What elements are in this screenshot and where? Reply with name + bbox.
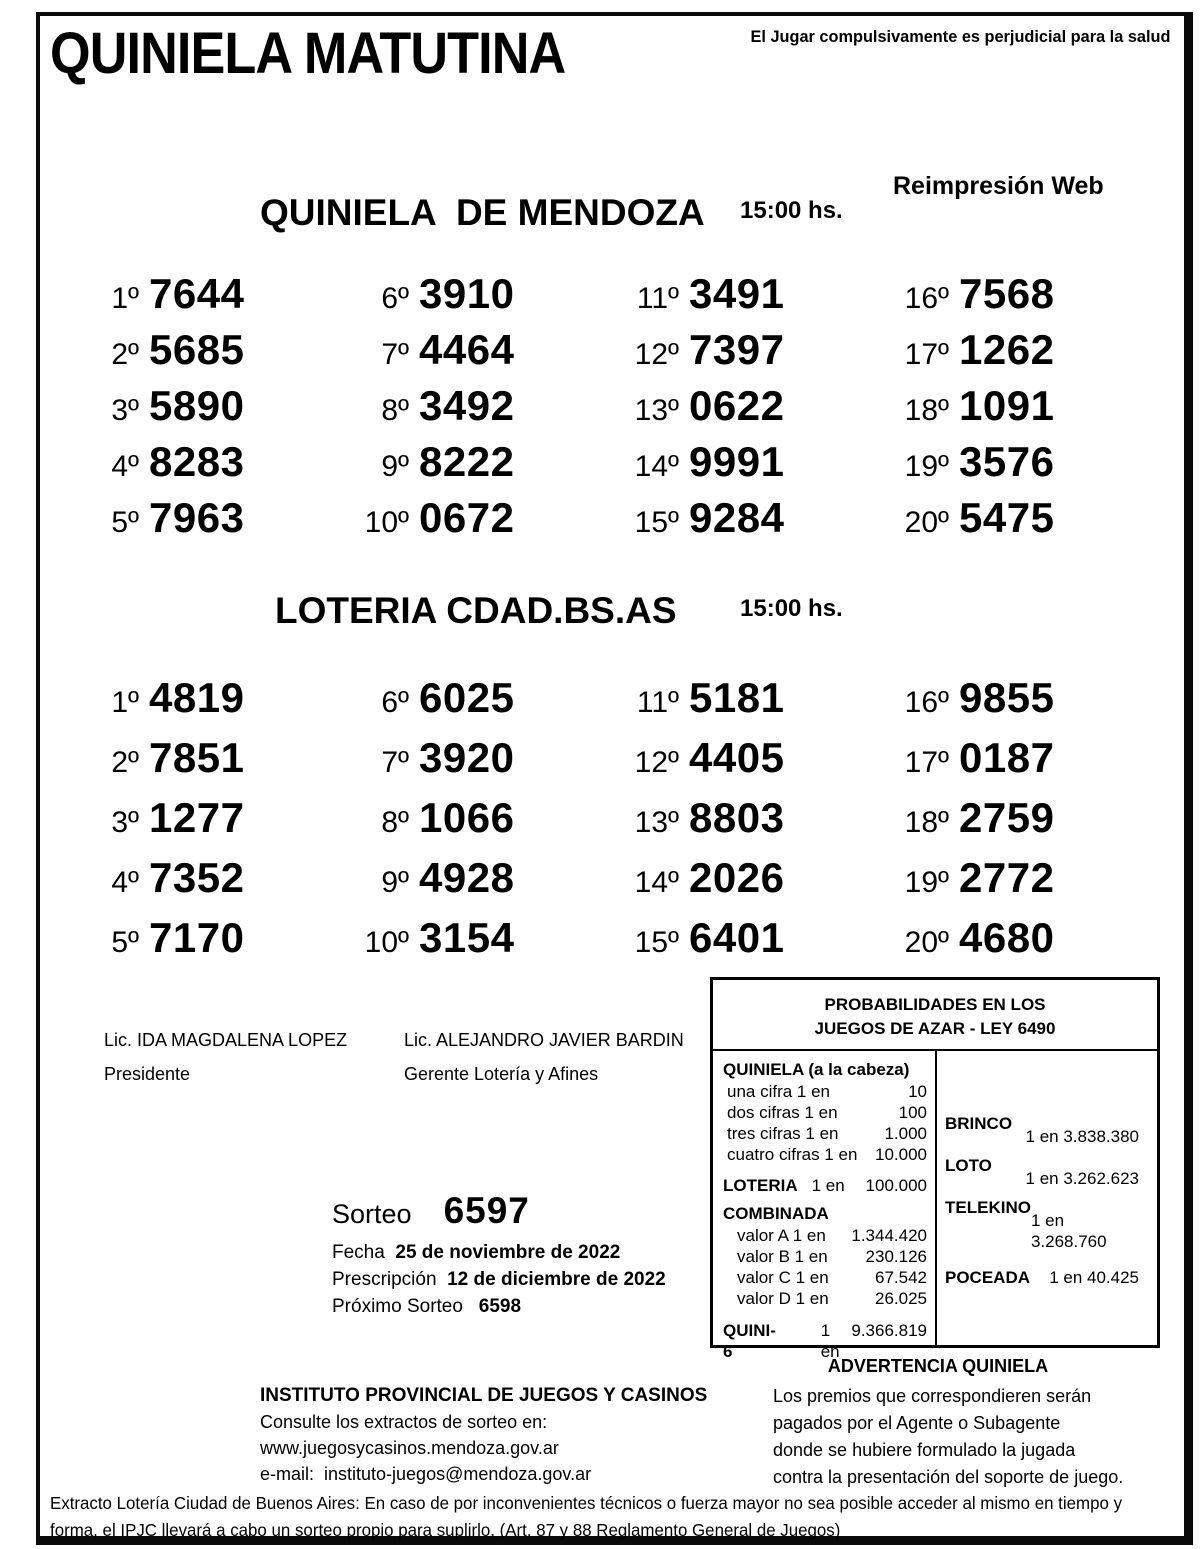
probabilities-title-line2: JUEGOS DE AZAR - LEY 6490 [814,1019,1056,1038]
game-name: BRINCO [945,1114,1013,1133]
result-number: 6401 [689,914,785,961]
game-name: POCEADA [945,1268,1031,1287]
game-odds-row [945,1267,1139,1288]
result-number: 0622 [689,382,785,429]
result-number: 2772 [959,854,1055,901]
result-cell [355,438,625,494]
advertencia-line: pagados por el Agente o Subagente [773,1413,1061,1433]
odds-label: valor A 1 en [737,1226,826,1245]
result-number: 7397 [689,326,785,373]
combinada-odds-header: COMBINADA [723,1204,829,1223]
odds-label: valor D 1 en [737,1289,829,1308]
draw-title-mendoza: QUINIELA DE MENDOZA [260,192,705,233]
game-odds-row [945,1113,1139,1147]
odds-label: valor B 1 en [737,1247,828,1266]
game-odds-value: 1 en 3.268.760 [1030,1211,1107,1251]
result-position: 19º [904,866,949,899]
odds-row [723,1267,927,1288]
odds-value: 100 [898,1103,927,1122]
quini6-odds-value: 9.366.819 [851,1321,927,1340]
result-position: 6º [381,686,409,719]
sorteo-row [332,1190,530,1232]
loteria-odds-value: 100.000 [865,1176,927,1195]
result-cell [85,794,355,854]
result-position: 11º [636,282,679,315]
result-cell [625,382,895,438]
quiniela-odds-header: QUINIELA (a la cabeza) [723,1060,910,1079]
result-cell [355,326,625,382]
odds-label: valor C 1 en [737,1268,829,1287]
result-position: 13º [634,394,679,427]
game-odds-value: 1 en 3.838.380 [1025,1127,1139,1146]
advertencia-line: contra la presentación del soporte de juego. [773,1467,1124,1487]
result-number: 4464 [419,326,515,373]
odds-value: 10.000 [875,1145,927,1164]
proximo-sorteo-value: 6598 [478,1296,522,1317]
result-number: 3492 [419,382,515,429]
result-number: 0187 [959,734,1055,781]
odds-row [723,1288,927,1309]
result-position: 16º [904,686,949,719]
probabilities-left-column [713,1051,937,1361]
odds-label: dos cifras 1 en [727,1103,838,1122]
result-number: 5181 [689,674,785,721]
footer-line-1: Extracto Lotería Ciudad de Buenos Aires: En caso de por inconvenientes técnicos o fuerza mayor no sea posible acceder al mismo en tiempo y [50,1493,1123,1513]
probabilities-right-column [937,1051,1157,1345]
result-number: 4405 [689,734,785,781]
result-number: 3910 [419,270,515,317]
result-position: 14º [634,866,679,899]
result-cell [355,382,625,438]
result-cell [355,494,625,550]
fecha-label: Fecha [332,1242,396,1263]
advertencia-title: ADVERTENCIA QUINIELA [827,1356,1049,1376]
prescripcion-row [332,1269,666,1291]
footer-legal-text [50,1490,1161,1544]
result-number: 0672 [419,494,515,541]
odds-label: una cifra 1 en [727,1082,831,1101]
result-position: 7º [381,746,409,779]
result-number: 9991 [689,438,785,485]
result-cell [895,734,1165,794]
result-cell [355,854,625,914]
result-number: 1277 [149,794,245,841]
instituto-consulte-line: Consulte los extractos de sorteo en: [260,1412,548,1432]
result-cell [895,794,1165,854]
result-position: 3º [111,394,139,427]
results-grid-bsas [85,674,1165,974]
instituto-title: INSTITUTO PROVINCIAL DE JUEGOS Y CASINOS [260,1385,708,1406]
result-number: 5475 [959,494,1055,541]
result-cell [85,914,355,974]
result-position: 10º [364,506,409,539]
probabilities-box-body [713,1051,1157,1361]
result-number: 3920 [419,734,515,781]
result-number: 8222 [419,438,515,485]
result-position: 6º [381,282,409,315]
odds-row [723,1102,927,1123]
result-number: 2759 [959,794,1055,841]
quiniela-odds-rows [723,1081,927,1165]
game-odds-value: 1 en 3.262.623 [1025,1169,1139,1188]
result-position: 7º [381,338,409,371]
result-number: 9855 [959,674,1055,721]
result-position: 1º [111,282,139,315]
result-cell [895,674,1165,734]
probabilities-title-line1: PROBABILIDADES EN LOS [824,995,1046,1014]
proximo-sorteo-row [332,1296,521,1318]
result-cell [895,914,1165,974]
result-cell [85,270,355,326]
result-cell [895,382,1165,438]
result-cell [355,270,625,326]
result-number: 4928 [419,854,515,901]
prescripcion-value: 12 de diciembre de 2022 [447,1269,666,1290]
advertencia-line: donde se hubiere formulado la jugada [773,1440,1076,1460]
result-cell [625,326,895,382]
result-number: 3491 [689,270,785,317]
result-number: 8283 [149,438,245,485]
odds-label: cuatro cifras 1 en [727,1145,858,1164]
odds-label: tres cifras 1 en [727,1124,839,1143]
game-odds-row [945,1197,1139,1252]
draw-title-bsas: LOTERIA CDAD.BS.AS [275,590,677,631]
result-cell [625,734,895,794]
probabilities-box [710,977,1160,1361]
result-cell [355,794,625,854]
result-cell [625,794,895,854]
advertencia-line: Los premios que correspondieren serán [773,1386,1092,1406]
result-number: 3154 [419,914,515,961]
result-position: 1º [111,686,139,719]
sorteo-number: 6597 [443,1190,530,1231]
result-number: 9284 [689,494,785,541]
result-position: 4º [111,866,139,899]
result-position: 5º [111,506,139,539]
sorteo-label: Sorteo [332,1199,412,1229]
loteria-odds-mid: 1 en [811,1176,845,1195]
quini6-odds-label: QUINI-6 [723,1321,776,1361]
result-cell [625,854,895,914]
result-number: 7963 [149,494,245,541]
result-position: 15º [634,506,679,539]
result-cell [355,734,625,794]
result-position: 17º [904,338,949,371]
result-position: 20º [904,506,949,539]
combinada-odds-rows [723,1225,927,1309]
result-position: 9º [381,450,409,483]
result-number: 7170 [149,914,245,961]
result-number: 1262 [959,326,1055,373]
result-position: 18º [904,806,949,839]
result-cell [895,438,1165,494]
odds-value: 230.126 [865,1247,927,1266]
odds-value: 1.344.420 [851,1226,927,1245]
result-number: 7644 [149,270,245,317]
odds-row [723,1225,927,1246]
result-cell [355,674,625,734]
signature-manager-role: Gerente Lotería y Afines [404,1064,599,1084]
result-number: 4680 [959,914,1055,961]
result-number: 8803 [689,794,785,841]
result-number: 6025 [419,674,515,721]
result-cell [85,734,355,794]
result-cell [895,326,1165,382]
result-cell [895,270,1165,326]
result-cell [355,914,625,974]
loteria-odds-label: LOTERIA [723,1176,798,1195]
results-grid-mendoza [85,270,1165,550]
game-odds-row [945,1155,1139,1189]
result-cell [625,674,895,734]
game-odds-value: 1 en 40.425 [1049,1268,1139,1287]
signature-president-name: Lic. IDA MAGDALENA LOPEZ [104,1030,348,1050]
result-position: 14º [634,450,679,483]
result-position: 9º [381,866,409,899]
proximo-sorteo-label: Próximo Sorteo [332,1296,479,1317]
result-position: 17º [904,746,949,779]
result-cell [625,494,895,550]
result-cell [625,270,895,326]
loteria-odds-row [723,1175,927,1196]
reprint-web-label: Reimpresión Web [893,172,1104,200]
fecha-value: 25 de noviembre de 2022 [395,1242,621,1263]
signature-manager-name: Lic. ALEJANDRO JAVIER BARDIN [404,1030,684,1050]
odds-value: 10 [908,1082,927,1101]
advertencia-text [773,1383,1123,1491]
fecha-row [332,1242,620,1264]
result-cell [85,674,355,734]
result-position: 18º [904,394,949,427]
result-number: 1091 [959,382,1055,429]
odds-value: 1.000 [884,1124,927,1143]
game-name: TELEKINO [945,1198,1031,1217]
odds-row [723,1081,927,1102]
odds-row [723,1144,927,1165]
result-position: 15º [634,926,679,959]
result-number: 7851 [149,734,245,781]
health-warning-text: El Jugar compulsivamente es perjudicial para la salud [750,27,1170,46]
page-title: QUINIELA MATUTINA [50,21,566,86]
result-number: 5685 [149,326,245,373]
result-position: 3º [111,806,139,839]
game-name: LOTO [945,1156,992,1175]
result-position: 20º [904,926,949,959]
result-cell [85,382,355,438]
instituto-website: www.juegosycasinos.mendoza.gov.ar [260,1438,559,1458]
draw-time-bsas: 15:00 hs. [740,595,843,622]
result-cell [85,854,355,914]
instituto-email: e-mail: instituto-juegos@mendoza.gov.ar [260,1464,592,1484]
odds-value: 67.542 [875,1268,927,1287]
result-number: 2026 [689,854,785,901]
result-position: 4º [111,450,139,483]
result-position: 2º [111,338,139,371]
result-number: 3576 [959,438,1055,485]
prescripcion-label: Prescripción [332,1269,448,1290]
footer-line-2: forma, el IPJC llevará a cabo un sorteo propio para suplirlo. (Art. 87 y 88 Reglamento General de Juegos) [50,1520,841,1540]
result-position: 12º [634,338,679,371]
quini6-odds-mid: 1 en [820,1321,840,1361]
result-position: 8º [381,806,409,839]
result-cell [625,914,895,974]
result-cell [85,326,355,382]
result-position: 16º [904,282,949,315]
result-number: 5890 [149,382,245,429]
result-position: 13º [634,806,679,839]
result-position: 8º [381,394,409,427]
result-position: 5º [111,926,139,959]
result-cell [895,494,1165,550]
result-position: 19º [904,450,949,483]
result-cell [895,854,1165,914]
result-position: 12º [634,746,679,779]
result-position: 11º [636,686,679,719]
result-cell [625,438,895,494]
result-cell [85,438,355,494]
odds-row [723,1246,927,1267]
result-number: 7568 [959,270,1055,317]
signature-president-role: Presidente [104,1064,191,1084]
result-number: 7352 [149,854,245,901]
draw-time-mendoza: 15:00 hs. [740,197,843,224]
result-number: 4819 [149,674,245,721]
result-position: 10º [364,926,409,959]
result-cell [85,494,355,550]
probabilities-box-title [713,980,1157,1051]
result-position: 2º [111,746,139,779]
odds-value: 26.025 [875,1289,927,1308]
result-number: 1066 [419,794,515,841]
odds-row [723,1123,927,1144]
